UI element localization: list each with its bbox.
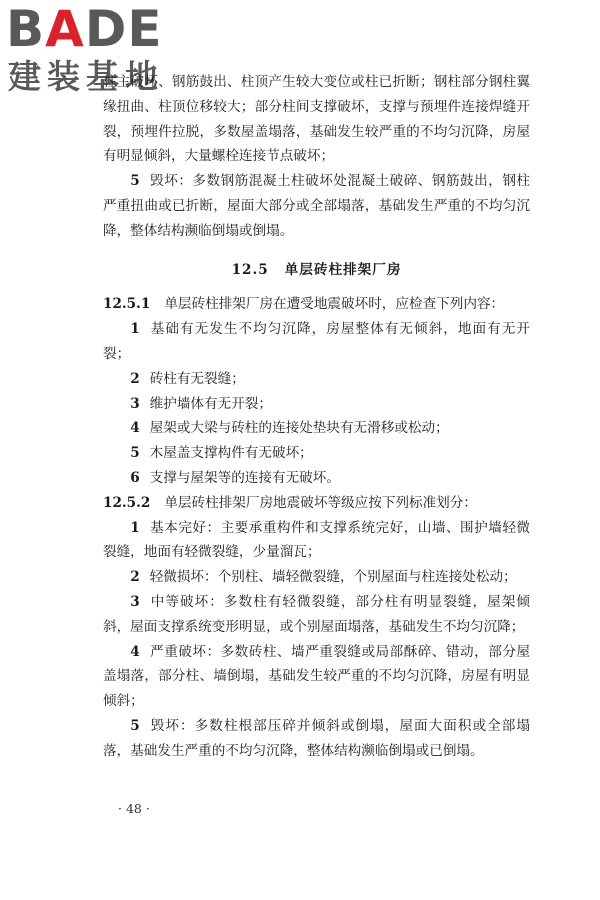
item-number: 1 bbox=[130, 519, 140, 536]
logo-wordmark: BADE bbox=[6, 0, 163, 58]
clause-text: 单层砖柱排架厂房在遭受地震破坏时，应检查下列内容： bbox=[164, 296, 505, 313]
logo-subtitle: 建装基地 bbox=[8, 57, 164, 96]
item-number: 2 bbox=[130, 370, 140, 387]
item-text: 基本完好：主要承重构件和支撑系统完好，山墙、围护墙轻微裂缝，地面有轻微裂缝，少量溜瓦； bbox=[103, 519, 530, 561]
list-item bbox=[103, 565, 530, 590]
item-text: 毁坏：多数柱根部压碎并倾斜或倒塌，屋面大面积或全部塌落，基础发生严重的不均匀沉降，整体结构濒临倒塌或已倒塌。 bbox=[103, 717, 530, 759]
document-body bbox=[103, 70, 530, 764]
section-number: 12.5 bbox=[231, 261, 269, 278]
list-item bbox=[103, 169, 530, 243]
page-number: · 48 · bbox=[118, 801, 150, 816]
item-number: 3 bbox=[130, 593, 140, 610]
item-number: 2 bbox=[130, 569, 140, 586]
list-item bbox=[103, 367, 530, 392]
item-number: 4 bbox=[130, 643, 140, 660]
list-item bbox=[103, 466, 530, 491]
clause bbox=[103, 491, 530, 516]
item-text: 毁坏：多数钢筋混凝土柱破坏处混凝土破碎、钢筋鼓出，钢柱严重扭曲或已折断，屋面大部分或全部塌落，基础发生严重的不均匀沉降，整体结构濒临倒塌或倒塌。 bbox=[103, 173, 530, 239]
item-text: 基础有无发生不均匀沉降，房屋整体有无倾斜，地面有无开裂； bbox=[103, 321, 530, 362]
item-number: 4 bbox=[130, 420, 140, 437]
item-text: 木屋盖支撑构件有无破坏； bbox=[149, 445, 313, 462]
continuation-text: 柱主破坏、钢筋鼓出、柱顶产生较大变位或柱已折断；钢柱部分钢柱翼缘扭曲、柱顶位移较大；部分柱间支撑破坏，支撑与预埋件连接焊缝开裂，预埋件拉脱，多数屋盖塌落，基础发生较严重的不均匀沉降，房屋有明显倾斜，大量螺栓连接节点破坏； bbox=[103, 74, 530, 165]
section-title: 单层砖柱排架厂房 bbox=[284, 261, 402, 278]
list-item bbox=[103, 590, 530, 640]
list-item bbox=[103, 416, 530, 441]
list-item bbox=[103, 441, 530, 466]
clause-number: 12.5.2 bbox=[103, 494, 151, 511]
list-item bbox=[103, 516, 530, 566]
item-number: 6 bbox=[130, 469, 140, 486]
item-number: 1 bbox=[130, 321, 140, 338]
clause bbox=[103, 292, 530, 317]
item-number: 5 bbox=[130, 445, 140, 462]
list-item bbox=[103, 317, 530, 367]
item-text: 支撑与屋架等的连接有无破坏。 bbox=[149, 469, 340, 486]
item-text: 屋架或大梁与砖柱的连接处垫块有无滑移或松动； bbox=[149, 420, 449, 437]
item-text: 中等破坏：多数柱有轻微裂缝，部分柱有明显裂缝，屋架倾斜，屋面支撑系统变形明显，或个别屋面塌落，基础发生不均匀沉降； bbox=[103, 593, 530, 635]
item-number: 5 bbox=[130, 717, 140, 734]
clause-number: 12.5.1 bbox=[103, 296, 151, 313]
item-text: 严重破坏：多数砖柱、墙严重裂缝或局部酥碎、错动，部分屋盖塌落，部分柱、墙倒塌，基础发生较严重的不均匀沉降，房屋有明显倾斜； bbox=[103, 643, 530, 710]
item-text: 砖柱有无裂缝； bbox=[149, 370, 245, 387]
item-text: 轻微损坏：个别柱、墙轻微裂缝，个别屋面与柱连接处松动； bbox=[149, 569, 517, 586]
list-item bbox=[103, 640, 530, 714]
item-number: 5 bbox=[130, 173, 140, 190]
list-item bbox=[103, 392, 530, 417]
item-number: 3 bbox=[130, 395, 140, 412]
clause-text: 单层砖柱排架厂房地震破坏等级应按下列标准划分： bbox=[164, 494, 477, 511]
list-item bbox=[103, 714, 530, 764]
item-text: 维护墙体有无开裂； bbox=[149, 395, 272, 412]
section-heading bbox=[103, 258, 530, 283]
